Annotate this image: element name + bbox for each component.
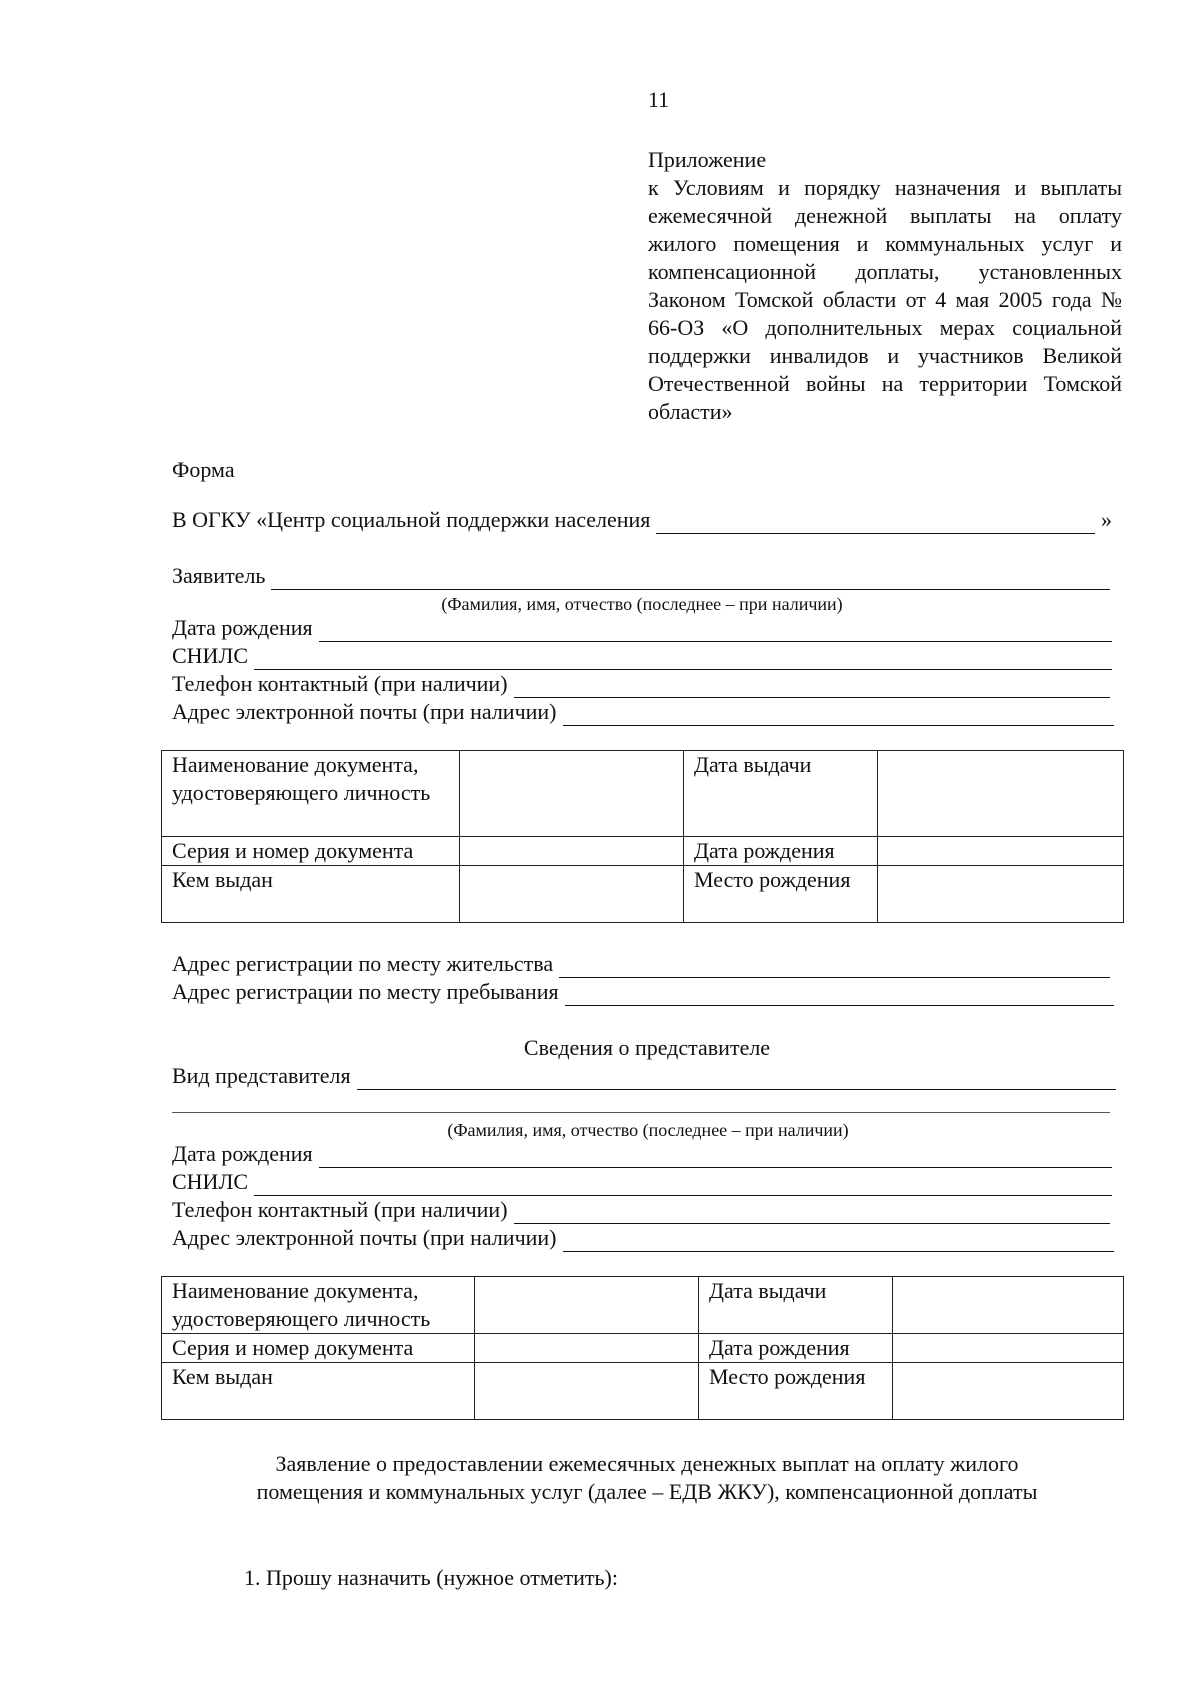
applicant-snils-label: СНИЛС: [172, 643, 249, 668]
statement-item-1: 1. Прошу назначить (нужное отметить):: [244, 1565, 618, 1590]
applicant-doc-name-label: Наименование документа, удостоверяющего личность: [162, 751, 460, 837]
representative-email-label: Адрес электронной почты (при наличии): [172, 1225, 557, 1250]
recipient-field[interactable]: [656, 511, 1095, 534]
applicant-issue-date-label: Дата выдачи: [684, 751, 878, 837]
representative-series-number-value[interactable]: [475, 1334, 699, 1363]
representative-email-row: [172, 1224, 1114, 1252]
page-number: 11: [648, 87, 670, 112]
representative-phone-label: Телефон контактный (при наличии): [172, 1197, 508, 1222]
representative-document-table: [161, 1276, 1124, 1420]
representative-issue-date-label: Дата выдачи: [699, 1277, 893, 1334]
applicant-issue-date-value[interactable]: [878, 751, 1124, 837]
representative-type-row: [172, 1062, 1116, 1090]
representative-snils-field[interactable]: [254, 1173, 1112, 1196]
applicant-birth-place-value[interactable]: [878, 866, 1124, 923]
residence-address-field[interactable]: [559, 955, 1110, 978]
representative-phone-field[interactable]: [514, 1201, 1110, 1224]
applicant-email-row: [172, 698, 1114, 726]
applicant-snils-field[interactable]: [254, 647, 1112, 670]
applicant-doc-birth-date-label: Дата рождения: [684, 837, 878, 866]
representative-snils-label: СНИЛС: [172, 1169, 249, 1194]
applicant-birth-place-label: Место рождения: [684, 866, 878, 923]
representative-birth-place-value[interactable]: [893, 1363, 1124, 1420]
representative-type-label: Вид представителя: [172, 1063, 351, 1088]
representative-name-field[interactable]: [172, 1112, 1110, 1113]
applicant-name-field[interactable]: [271, 567, 1110, 590]
stay-address-row: [172, 978, 1114, 1006]
applicant-doc-birth-date-value[interactable]: [878, 837, 1124, 866]
representative-birth-date-label: Дата рождения: [172, 1141, 313, 1166]
representative-birth-place-label: Место рождения: [699, 1363, 893, 1420]
applicant-label: Заявитель: [172, 563, 266, 588]
applicant-series-number-label: Серия и номер документа: [162, 837, 460, 866]
applicant-phone-row: [172, 670, 1110, 698]
residence-address-row: [172, 950, 1110, 978]
representative-doc-birth-date-label: Дата рождения: [699, 1334, 893, 1363]
representative-name-hint: (Фамилия, имя, отчество (последнее – при наличии): [447, 1120, 849, 1140]
applicant-birth-date-row: [172, 614, 1112, 642]
representative-birth-date-row: [172, 1140, 1112, 1168]
applicant-doc-name-value[interactable]: [460, 751, 684, 837]
representative-email-field[interactable]: [563, 1229, 1114, 1252]
stay-address-field[interactable]: [565, 983, 1114, 1006]
representative-doc-birth-date-value[interactable]: [893, 1334, 1124, 1363]
form-label: Форма: [172, 457, 235, 482]
applicant-email-label: Адрес электронной почты (при наличии): [172, 699, 557, 724]
representative-phone-row: [172, 1196, 1110, 1224]
appendix-heading: Приложение: [648, 147, 767, 172]
representative-doc-name-label: Наименование документа, удостоверяющего личность: [162, 1277, 475, 1334]
stay-address-label: Адрес регистрации по месту пребывания: [172, 979, 559, 1004]
applicant-issued-by-label: Кем выдан: [162, 866, 460, 923]
representative-issued-by-value[interactable]: [475, 1363, 699, 1420]
residence-address-label: Адрес регистрации по месту жительства: [172, 951, 554, 976]
representative-section-title: Сведения о представителе: [523, 1035, 771, 1060]
recipient-closing: »: [1101, 507, 1112, 532]
representative-issue-date-value[interactable]: [893, 1277, 1124, 1334]
applicant-email-field[interactable]: [563, 703, 1114, 726]
applicant-series-number-value[interactable]: [460, 837, 684, 866]
applicant-row: [172, 562, 1110, 590]
applicant-phone-label: Телефон контактный (при наличии): [172, 671, 508, 696]
recipient-row: [172, 506, 1112, 534]
statement-title: Заявление о предоставлении ежемесячных денежных выплат на оплату жилого помещения и коммунальных услуг (далее – ЕДВ ЖКУ), компенсационной доплаты: [256, 1451, 1038, 1504]
appendix-body: к Условиям и порядку назначения и выплаты ежемесячной денежной выплаты на оплату жилого помещения и коммунальных услуг и компенсационной доплаты, установленных Законом Томской области от 4 мая 2005 года № 66-ОЗ «О дополнительных мерах социальной поддержки инвалидов и участников Великой Отечественной войны на территории Томской области»: [648, 175, 1122, 424]
representative-type-field[interactable]: [357, 1067, 1116, 1090]
applicant-birth-date-field[interactable]: [319, 619, 1112, 642]
representative-birth-date-field[interactable]: [319, 1145, 1112, 1168]
recipient-label: В ОГКУ «Центр социальной поддержки населения: [172, 507, 651, 532]
representative-series-number-label: Серия и номер документа: [162, 1334, 475, 1363]
applicant-name-hint: (Фамилия, имя, отчество (последнее – при наличии): [441, 594, 843, 614]
applicant-phone-field[interactable]: [514, 675, 1110, 698]
appendix-block: [648, 146, 1122, 426]
representative-doc-name-value[interactable]: [475, 1277, 699, 1334]
applicant-birth-date-label: Дата рождения: [172, 615, 313, 640]
representative-issued-by-label: Кем выдан: [162, 1363, 475, 1420]
applicant-document-table: [161, 750, 1124, 923]
applicant-issued-by-value[interactable]: [460, 866, 684, 923]
representative-snils-row: [172, 1168, 1112, 1196]
applicant-snils-row: [172, 642, 1112, 670]
